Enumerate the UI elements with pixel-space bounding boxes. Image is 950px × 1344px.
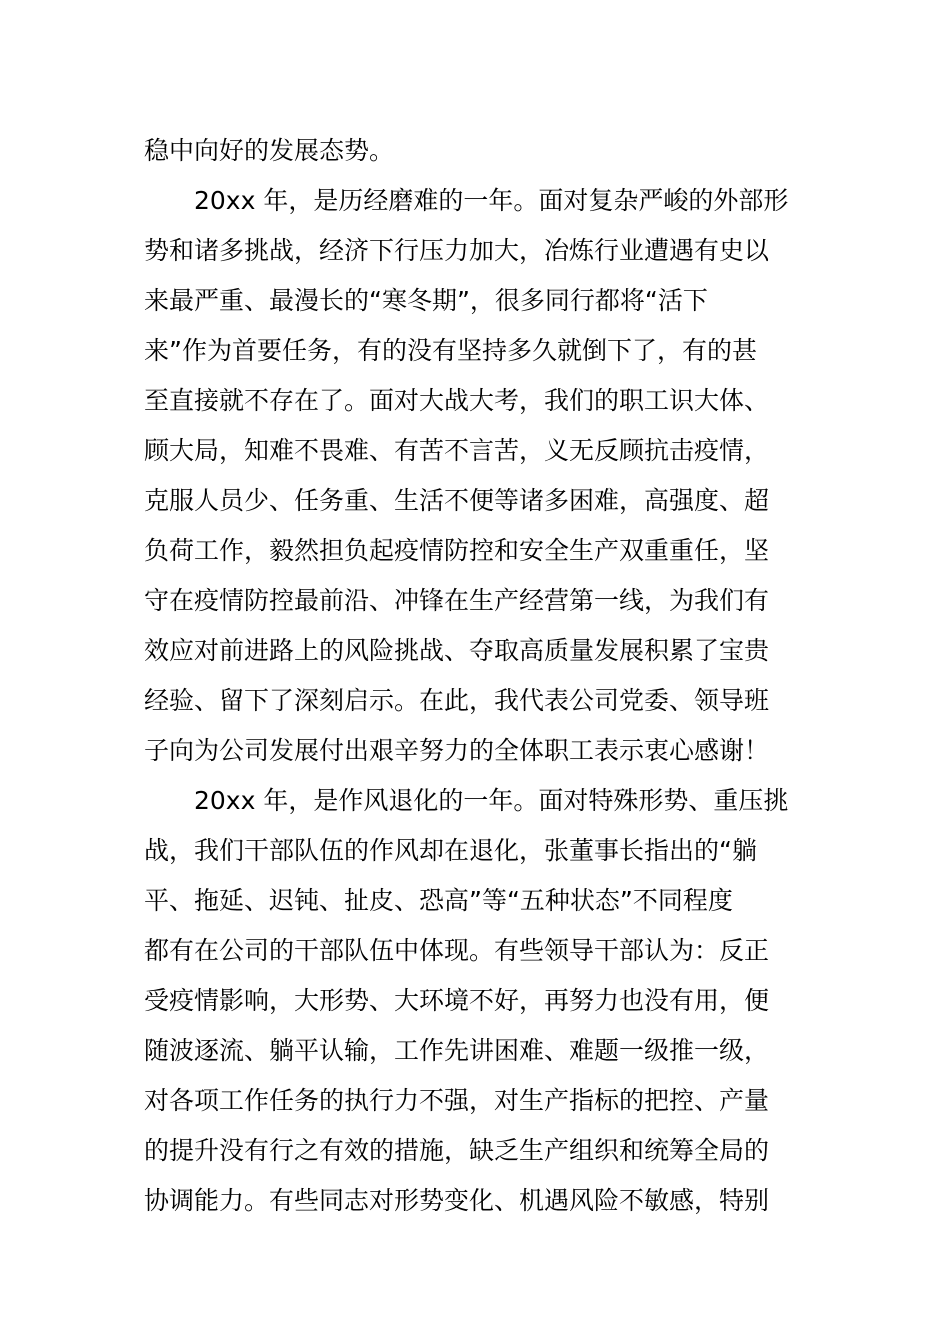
document-body [144, 126, 808, 1226]
text-line: 负荷工作，毅然担负起疫情防控和安全生产双重重任，坚 [144, 536, 770, 565]
text-line: 势和诸多挑战，经济下行压力加大，冶炼行业遭遇有史以 [144, 236, 770, 265]
text-line: 20xx 年，是历经磨难的一年。面对复杂严峻的外部形 [194, 186, 789, 215]
text-line: 经验、留下了深刻启示。在此，我代表公司党委、领导班 [144, 686, 770, 715]
text-line: 顾大局，知难不畏难、有苦不言苦，义无反顾抗击疫情， [144, 436, 770, 465]
text-line: 稳中向好的发展态势。 [144, 136, 395, 165]
text-line: 守在疫情防控最前沿、冲锋在生产经营第一线，为我们有 [144, 586, 770, 615]
text-line: 平、拖延、迟钝、扯皮、恐高”等“五种状态”不同程度 [144, 886, 733, 915]
text-line: 子向为公司发展付出艰辛努力的全体职工表示衷心感谢！ [144, 736, 770, 765]
text-line: 随波逐流、躺平认输，工作先讲困难、难题一级推一级， [144, 1036, 770, 1065]
text-line: 至直接就不存在了。面对大战大考，我们的职工识大体、 [144, 386, 770, 415]
text-line: 克服人员少、任务重、生活不便等诸多困难，高强度、超 [144, 486, 770, 515]
text-line: 效应对前进路上的风险挑战、夺取高质量发展积累了宝贵 [144, 636, 770, 665]
text-line: 来最严重、最漫长的“寒冬期”，很多同行都将“活下 [144, 286, 708, 315]
text-line: 都有在公司的干部队伍中体现。有些领导干部认为：反正 [144, 936, 770, 965]
text-line: 协调能力。有些同志对形势变化、机遇风险不敏感，特别 [144, 1186, 770, 1215]
text-line: 对各项工作任务的执行力不强，对生产指标的把控、产量 [144, 1086, 770, 1115]
text-line: 战，我们干部队伍的作风却在退化，张董事长指出的“躺 [144, 836, 757, 865]
text-line: 20xx 年，是作风退化的一年。面对特殊形势、重压挑 [194, 786, 789, 815]
text-line: 的提升没有行之有效的措施，缺乏生产组织和统筹全局的 [144, 1136, 770, 1165]
text-line: 来”作为首要任务，有的没有坚持多久就倒下了，有的甚 [144, 336, 757, 365]
text-line: 受疫情影响，大形势、大环境不好，再努力也没有用，便 [144, 986, 770, 1015]
